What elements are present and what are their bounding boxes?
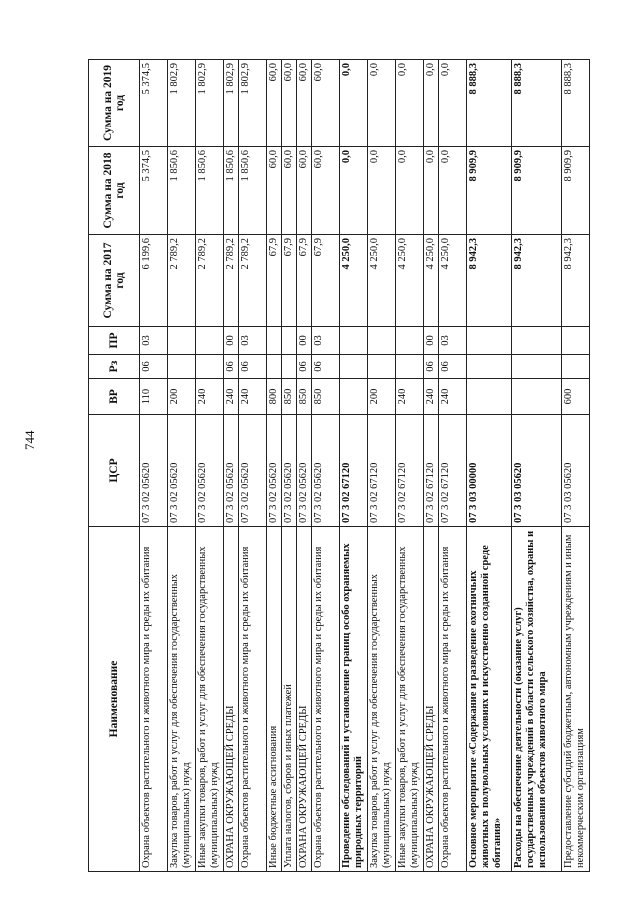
cell-rz: [467, 355, 512, 379]
header-sum-2019: Сумма на 2019 год: [89, 60, 140, 147]
cell-sum-2018: 0,0: [340, 147, 368, 235]
cell-csr: 07 3 02 67120: [396, 415, 424, 527]
table-header-row: [89, 60, 140, 872]
cell-vr: 240: [239, 379, 267, 415]
table-row: [140, 60, 168, 872]
cell-csr: 07 3 02 05620: [297, 415, 312, 527]
cell-rz: [340, 355, 368, 379]
cell-pr: 03: [439, 327, 467, 355]
cell-name: Иные закупки товаров, работ и услуг для обеспечения государственных (муниципальных) нужд: [196, 527, 224, 872]
cell-vr: 200: [168, 379, 196, 415]
cell-sum-2017: 8 942,3: [512, 235, 562, 327]
table-row: [562, 60, 590, 872]
cell-csr: 07 3 02 05620: [267, 415, 282, 527]
table-row: [267, 60, 282, 872]
cell-sum-2019: 8 888,3: [467, 60, 512, 147]
cell-sum-2018: 60,0: [267, 147, 282, 235]
cell-name: Иные бюджетные ассигнования: [267, 527, 282, 872]
table-row: [297, 60, 312, 872]
table-row: [424, 60, 439, 872]
table-row: [467, 60, 512, 872]
table-row: [439, 60, 467, 872]
cell-sum-2017: 67,9: [312, 235, 340, 327]
budget-table: [88, 59, 590, 872]
cell-name: Охрана объектов растительного и животного мира и среды их обитания: [140, 527, 168, 872]
cell-sum-2018: 1 850,6: [224, 147, 239, 235]
cell-rz: [282, 355, 297, 379]
cell-name: Расходы на обеспечение деятельности (оказание услуг) государственных учреждений в области сельского хозяйства, охраны и использования объектов животного мира: [512, 527, 562, 872]
cell-name: Уплата налогов, сборов и иных платежей: [282, 527, 297, 872]
cell-pr: [512, 327, 562, 355]
cell-pr: 00: [424, 327, 439, 355]
cell-rz: [562, 355, 590, 379]
cell-sum-2018: 1 850,6: [196, 147, 224, 235]
cell-sum-2019: 1 802,9: [239, 60, 267, 147]
cell-sum-2019: 1 802,9: [196, 60, 224, 147]
cell-name: ОХРАНА ОКРУЖАЮЩЕЙ СРЕДЫ: [424, 527, 439, 872]
cell-pr: [467, 327, 512, 355]
cell-pr: [168, 327, 196, 355]
cell-sum-2019: 1 802,9: [168, 60, 196, 147]
cell-csr: 07 3 02 67120: [368, 415, 396, 527]
cell-name: Охрана объектов растительного и животного мира и среды их обитания: [239, 527, 267, 872]
cell-name: Предоставление субсидий бюджетным, автономным учреждениям и иным некоммерческим организациям: [562, 527, 590, 872]
cell-sum-2018: 60,0: [312, 147, 340, 235]
cell-sum-2017: 8 942,3: [467, 235, 512, 327]
cell-pr: [282, 327, 297, 355]
cell-sum-2017: 67,9: [282, 235, 297, 327]
cell-sum-2019: 0,0: [424, 60, 439, 147]
cell-rz: 06: [424, 355, 439, 379]
cell-vr: 200: [368, 379, 396, 415]
cell-sum-2018: 5 374,5: [140, 147, 168, 235]
cell-pr: [562, 327, 590, 355]
cell-rz: 06: [439, 355, 467, 379]
cell-sum-2017: 4 250,0: [340, 235, 368, 327]
cell-sum-2018: 8 909,9: [512, 147, 562, 235]
cell-rz: 06: [239, 355, 267, 379]
cell-vr: 850: [312, 379, 340, 415]
budget-table-sheet: [88, 60, 596, 872]
cell-rz: [396, 355, 424, 379]
header-sum-2017: Сумма на 2017 год: [89, 235, 140, 327]
cell-sum-2018: 0,0: [424, 147, 439, 235]
cell-sum-2017: 4 250,0: [368, 235, 396, 327]
cell-sum-2017: 67,9: [297, 235, 312, 327]
cell-csr: 07 3 02 05620: [312, 415, 340, 527]
cell-sum-2019: 60,0: [267, 60, 282, 147]
table-row: [312, 60, 340, 872]
cell-csr: 07 3 02 67120: [340, 415, 368, 527]
cell-sum-2019: 8 888,3: [512, 60, 562, 147]
header-csr: ЦСР: [89, 415, 140, 527]
cell-pr: 00: [224, 327, 239, 355]
cell-vr: 240: [424, 379, 439, 415]
cell-pr: 03: [239, 327, 267, 355]
cell-vr: [467, 379, 512, 415]
cell-name: Иные закупки товаров, работ и услуг для обеспечения государственных (муниципальных) нужд: [396, 527, 424, 872]
cell-sum-2019: 60,0: [312, 60, 340, 147]
cell-pr: 03: [140, 327, 168, 355]
cell-pr: 00: [297, 327, 312, 355]
cell-rz: 06: [224, 355, 239, 379]
cell-vr: 600: [562, 379, 590, 415]
cell-vr: 850: [282, 379, 297, 415]
cell-sum-2018: 60,0: [297, 147, 312, 235]
cell-name: Закупка товаров, работ и услуг для обеспечения государственных (муниципальных) нужд: [368, 527, 396, 872]
cell-sum-2019: 0,0: [368, 60, 396, 147]
table-body: [140, 60, 590, 872]
cell-sum-2017: 4 250,0: [396, 235, 424, 327]
cell-pr: [340, 327, 368, 355]
cell-sum-2019: 60,0: [282, 60, 297, 147]
cell-vr: 850: [297, 379, 312, 415]
header-pr: ПР: [89, 327, 140, 355]
cell-rz: [368, 355, 396, 379]
cell-sum-2019: 60,0: [297, 60, 312, 147]
cell-sum-2019: 1 802,9: [224, 60, 239, 147]
cell-vr: 240: [396, 379, 424, 415]
cell-vr: [512, 379, 562, 415]
cell-sum-2019: 0,0: [396, 60, 424, 147]
cell-sum-2018: 0,0: [368, 147, 396, 235]
cell-pr: [196, 327, 224, 355]
cell-sum-2019: 8 888,3: [562, 60, 590, 147]
table-row: [239, 60, 267, 872]
cell-rz: 06: [312, 355, 340, 379]
cell-rz: 06: [140, 355, 168, 379]
cell-csr: 07 3 02 67120: [439, 415, 467, 527]
cell-sum-2017: 2 789,2: [239, 235, 267, 327]
cell-pr: [368, 327, 396, 355]
cell-name: Закупка товаров, работ и услуг для обеспечения государственных (муниципальных) нужд: [168, 527, 196, 872]
cell-sum-2018: 8 909,9: [562, 147, 590, 235]
header-name: Наименование: [89, 527, 140, 872]
header-rz: Рз: [89, 355, 140, 379]
cell-pr: [396, 327, 424, 355]
cell-csr: 07 3 03 00000: [467, 415, 512, 527]
page-number: 744: [22, 430, 37, 450]
cell-vr: 110: [140, 379, 168, 415]
cell-csr: 07 3 03 05620: [562, 415, 590, 527]
cell-sum-2019: 0,0: [439, 60, 467, 147]
cell-name: ОХРАНА ОКРУЖАЮЩЕЙ СРЕДЫ: [297, 527, 312, 872]
header-sum-2018: Сумма на 2018 год: [89, 147, 140, 235]
cell-rz: 06: [297, 355, 312, 379]
cell-sum-2018: 0,0: [439, 147, 467, 235]
cell-sum-2017: 4 250,0: [439, 235, 467, 327]
cell-sum-2017: 4 250,0: [424, 235, 439, 327]
cell-csr: 07 3 02 05620: [224, 415, 239, 527]
cell-csr: 07 3 02 67120: [424, 415, 439, 527]
cell-name: Основное мероприятие «Содержание и разведение охотничьих животных в полувольных условиях и искусственно созданной среде обитания»: [467, 527, 512, 872]
cell-sum-2018: 1 850,6: [239, 147, 267, 235]
cell-sum-2017: 2 789,2: [224, 235, 239, 327]
cell-csr: 07 3 02 05620: [196, 415, 224, 527]
cell-sum-2017: 8 942,3: [562, 235, 590, 327]
table-row: [340, 60, 368, 872]
cell-csr: 07 3 02 05620: [239, 415, 267, 527]
cell-name: ОХРАНА ОКРУЖАЮЩЕЙ СРЕДЫ: [224, 527, 239, 872]
table-row: [368, 60, 396, 872]
cell-sum-2018: 8 909,9: [467, 147, 512, 235]
table-row: [396, 60, 424, 872]
cell-vr: [340, 379, 368, 415]
cell-rz: [168, 355, 196, 379]
cell-sum-2018: 1 850,6: [168, 147, 196, 235]
cell-sum-2019: 0,0: [340, 60, 368, 147]
table-row: [196, 60, 224, 872]
cell-sum-2017: 2 789,2: [168, 235, 196, 327]
cell-vr: 800: [267, 379, 282, 415]
cell-csr: 07 3 02 05620: [168, 415, 196, 527]
cell-vr: 240: [224, 379, 239, 415]
cell-pr: [267, 327, 282, 355]
cell-rz: [512, 355, 562, 379]
cell-name: Охрана объектов растительного и животного мира и среды их обитания: [439, 527, 467, 872]
header-vr: ВР: [89, 379, 140, 415]
cell-vr: 240: [196, 379, 224, 415]
cell-pr: 03: [312, 327, 340, 355]
table-row: [512, 60, 562, 872]
cell-csr: 07 3 03 05620: [512, 415, 562, 527]
cell-rz: [196, 355, 224, 379]
cell-sum-2018: 60,0: [282, 147, 297, 235]
table-row: [168, 60, 196, 872]
cell-vr: 240: [439, 379, 467, 415]
cell-sum-2019: 5 374,5: [140, 60, 168, 147]
cell-sum-2017: 67,9: [267, 235, 282, 327]
table-row: [224, 60, 239, 872]
cell-rz: [267, 355, 282, 379]
table-row: [282, 60, 297, 872]
cell-csr: 07 3 02 05620: [140, 415, 168, 527]
cell-sum-2017: 6 199,6: [140, 235, 168, 327]
cell-name: Проведение обследований и установление границ особо охраняемых природных территорий: [340, 527, 368, 872]
cell-name: Охрана объектов растительного и животного мира и среды их обитания: [312, 527, 340, 872]
cell-sum-2017: 2 789,2: [196, 235, 224, 327]
cell-csr: 07 3 02 05620: [282, 415, 297, 527]
cell-sum-2018: 0,0: [396, 147, 424, 235]
